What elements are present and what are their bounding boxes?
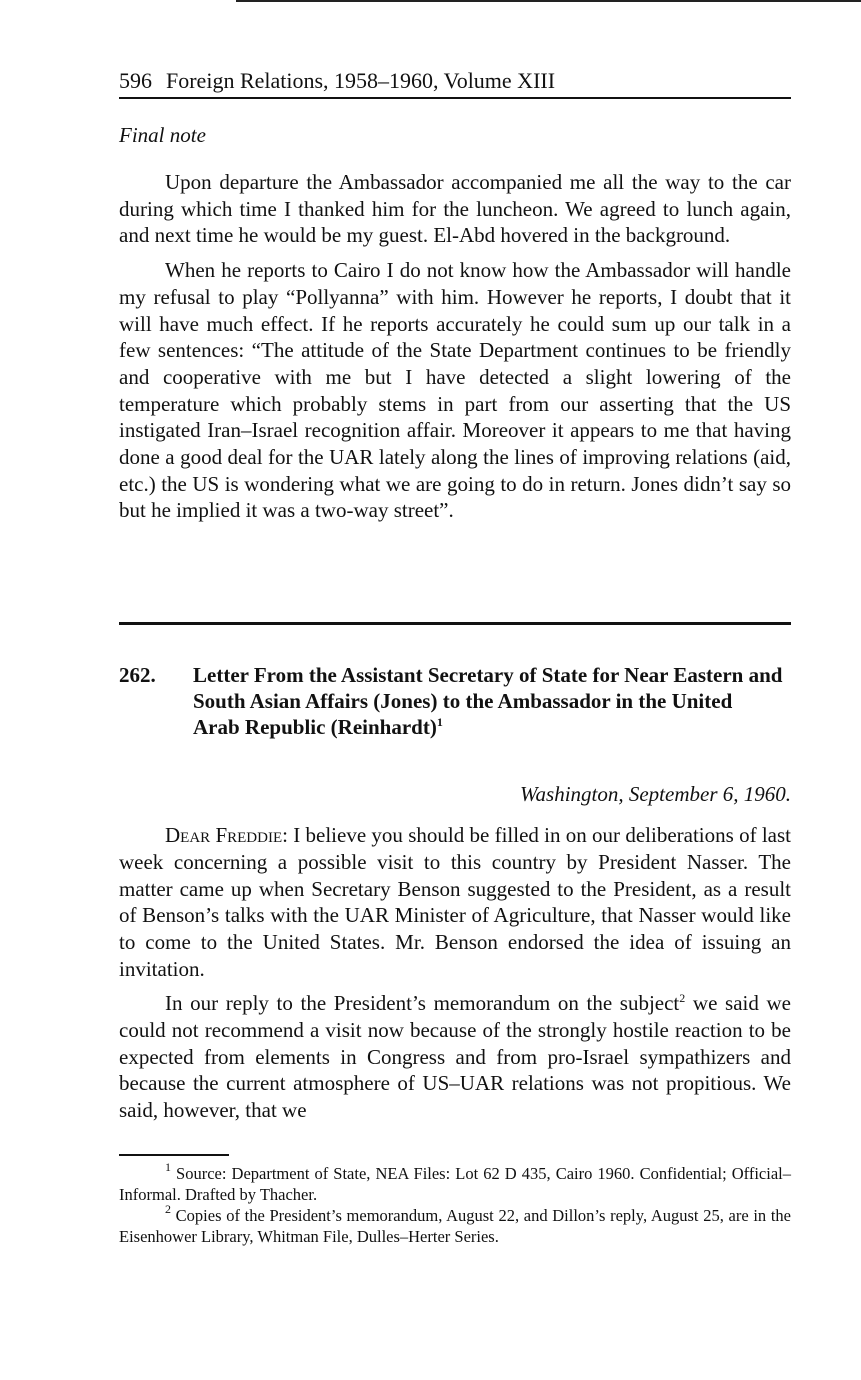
salutation: Dear Freddie: — [165, 823, 288, 848]
letter-paragraph-2-text-before: In our reply to the President’s memorandum on the subject — [165, 991, 680, 1016]
running-head — [119, 66, 791, 99]
letter-paragraph-2-text-after: we said we could not recommend a visit now because of the strongly hostile reaction to be expected from elements in Congress and from pro-Israel sympathizers and because the current atmosphere of US–UAR relations was not propitious. We said, however, that we — [119, 991, 791, 1123]
final-note-paragraph-1: Upon departure the Ambassador accompanied me all the way to the car during which time I thanked him for the luncheon. We agreed to lunch again, and next time he would be my guest. El-Abd hovered in the background. — [119, 170, 791, 248]
footnote-1-text: Source: Department of State, NEA Files: Lot 62 D 435, Cairo 1960. Confidential; Official–Informal. Drafted by Thacher. — [119, 1163, 791, 1204]
footnote-1-mark: 1 — [165, 1159, 171, 1174]
final-note-paragraph-2: When he reports to Cairo I do not know how the Ambassador will handle my refusal to play “Pollyanna” with him. However he reports, I doubt that it will have much effect. If he reports accurately he could sum up our talk in a few sentences: “The attitude of the State Department continues to be friendly and cooperative with me but I have detected a slight lowering of the temperature which probably stems in part from our asserting that the US instigated Iran–Israel recognition affair. Moreover it appears to me that having done a good deal for the UAR lately along the lines of improving relations (aid, etc.) the US is wondering what we are going to do in return. Jones didn’t say so but he implied it was a two-way street”. — [119, 258, 791, 523]
section-divider — [119, 622, 791, 625]
footnote-ref-2: 2 — [679, 991, 686, 1006]
page — [119, 66, 791, 1247]
footnotes — [119, 1159, 791, 1247]
letter-paragraph-1-text: I believe you should be filled in on our deliberations of last week concerning a possible visit to this country by President Nasser. The matter came up when Secretary Benson suggested to the President, as a result of Benson’s talks with the UAR Minister of Agriculture, that Nasser would like to come to the United States. Mr. Benson endorsed the idea of issuing an invitation. — [119, 823, 792, 981]
dateline: Washington, September 6, 1960. — [519, 782, 791, 807]
final-note-heading: Final note — [119, 123, 206, 147]
footnote-2-mark: 2 — [165, 1201, 171, 1216]
document-number: 262. — [119, 663, 156, 688]
letter-paragraph-2 — [119, 990, 791, 1124]
document-title-block — [193, 662, 791, 740]
top-edge-rule — [236, 0, 861, 2]
document-title: Letter From the Assistant Secretary of State for Near Eastern and South Asian Affairs (Jones) to the Ambassador in the United Arab Republic (Reinhardt) — [193, 663, 783, 740]
page-number: 596 — [119, 68, 152, 93]
volume-title: Foreign Relations, 1958–1960, Volume XIII — [166, 68, 556, 93]
footnote-rule — [119, 1154, 229, 1156]
footnote-ref-1: 1 — [436, 715, 443, 730]
footnote-2-text: Copies of the President’s memorandum, August 22, and Dillon’s reply, August 25, are in the Eisenhower Library, Whitman File, Dulles–Herter Series. — [119, 1205, 791, 1246]
footnote-2 — [119, 1201, 791, 1247]
letter-paragraph-1 — [119, 822, 791, 982]
footnote-1 — [119, 1159, 791, 1205]
document-heading — [119, 662, 791, 740]
